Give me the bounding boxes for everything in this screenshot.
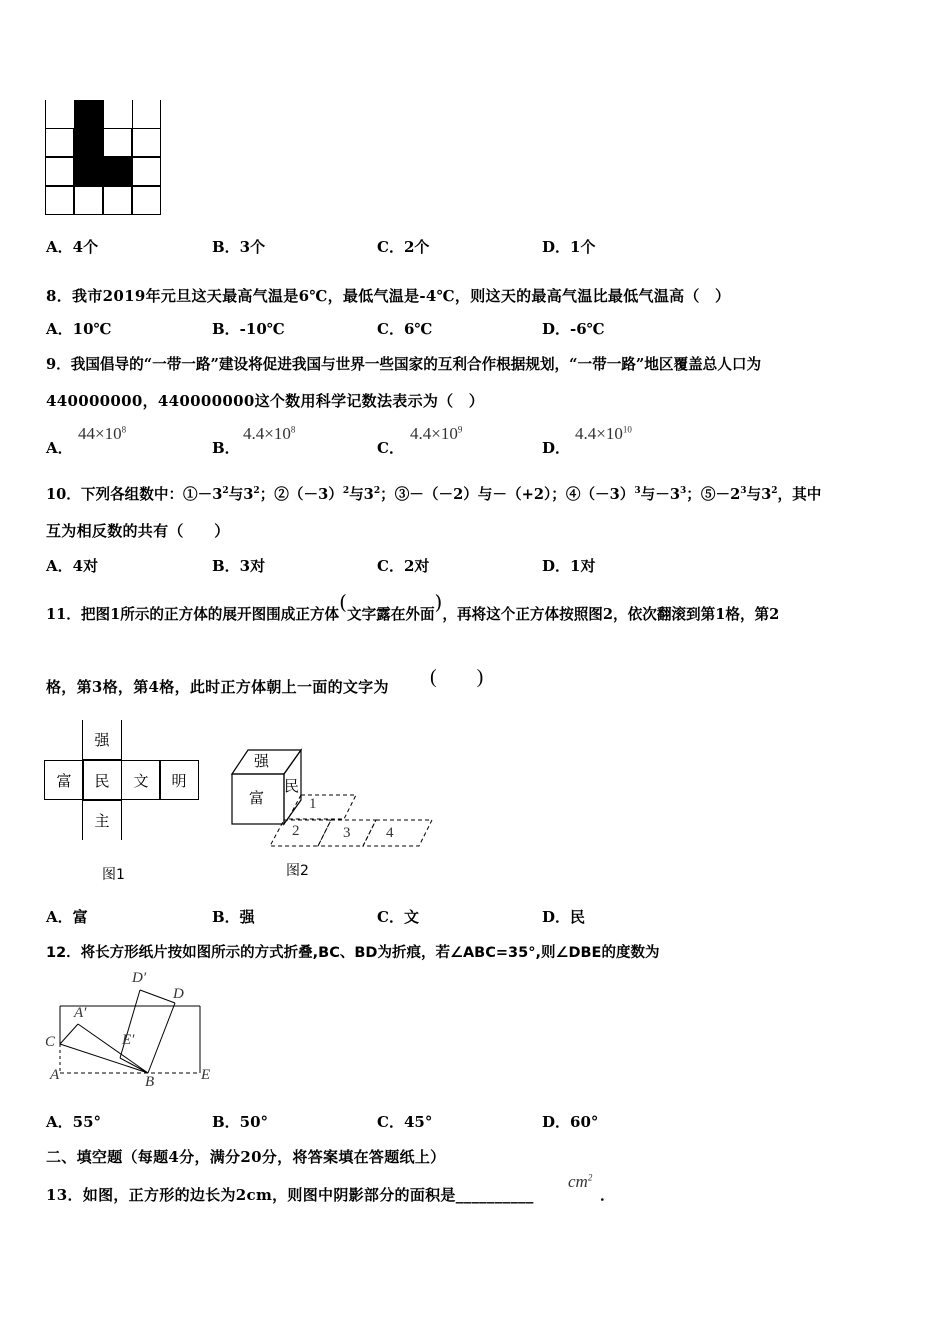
q9-option-b-value: $4.4\times 10^8$: [243, 424, 296, 443]
q10-option-a: A．4对: [46, 557, 99, 575]
q9-option-a-letter: A．: [46, 439, 73, 457]
q7-option-c: C．2个: [377, 238, 430, 256]
q10-stem-line1: 10．下列各组数中：$①-3^2$与$3^2$；$②(-3)^2$与$3^2$；③－（－2）与－（+2）；$④(-3)^3$与$-3^3$；$⑤-2^3$与$3^2$，其中: [46, 486, 822, 503]
q10-option-c: C．2对: [377, 557, 430, 575]
q11-option-a: A．富: [46, 908, 88, 926]
grid-number-1: 1: [309, 796, 317, 812]
q12-option-a: A．55°: [46, 1113, 102, 1131]
point-label-a-prime: A′: [74, 1005, 87, 1021]
q11-figure1-net: [44, 720, 204, 850]
q8-option-d: D．-6℃: [542, 320, 605, 338]
net-cell-right2: 明: [159, 760, 199, 800]
q12-option-b: B．50°: [212, 1113, 269, 1131]
q11-figure1-caption: 图1: [102, 867, 125, 883]
cube-label-front: 富: [249, 789, 265, 807]
grid-number-4: 4: [386, 825, 394, 841]
q9-option-d-letter: D．: [542, 439, 571, 457]
q13-unit: $cm^2$: [568, 1172, 593, 1191]
net-cell-left: 富: [44, 760, 84, 800]
q10-option-d: D．1对: [542, 557, 596, 575]
point-label-e: E: [201, 1067, 211, 1083]
grid-number-3: 3: [343, 825, 351, 841]
q10-stem-line2: 互为相反数的共有（ ）: [46, 522, 230, 540]
q9-option-b-letter: B．: [212, 439, 240, 457]
grid-number-2: 2: [292, 823, 300, 839]
q11-stem-line1: 11．把图1所示的正方体的展开图围成正方体(文字露在外面)，再将这个正方体按照图2，依次翻滚到第1格，第2: [46, 590, 780, 623]
point-label-d-prime: D′: [132, 970, 147, 986]
grid-cell-4: [363, 820, 432, 846]
point-label-e-prime: E′: [122, 1032, 135, 1048]
point-label-b: B: [145, 1074, 155, 1090]
q11-stem-line2: 格，第3格，第4格，此时正方体朝上一面的文字为: [46, 678, 389, 696]
q7-option-a: A．4个: [46, 238, 99, 256]
q12-option-d: D．60°: [542, 1113, 599, 1131]
q8-option-c: C．6℃: [377, 320, 433, 338]
point-label-a: A: [50, 1067, 60, 1083]
net-cell-top: 强: [82, 720, 122, 760]
q9-stem-line1: 9．我国倡导的“一带一路”建设将促进我国与世界一些国家的互利合作根据规划，“一带一路”地区覆盖总人口为: [46, 356, 762, 373]
net-cell-center: 民: [82, 760, 122, 800]
grid-cell-1: [288, 795, 356, 819]
net-cell-right1: 文: [121, 760, 161, 800]
q8-option-b: B．-10℃: [212, 320, 285, 338]
q11-option-c: C．文: [377, 908, 419, 926]
q8-option-a: A．10℃: [46, 320, 112, 338]
q9-option-d-value: $4.4\times 10^{10}$: [575, 424, 632, 443]
q11-option-d: D．民: [542, 908, 586, 926]
q8-stem: 8．我市2019年元旦这天最高气温是6℃，最低气温是-4℃，则这天的最高气温比最低气温高（ ）: [46, 287, 731, 305]
section2-title: 二、填空题（每题4分，满分20分，将答案填在答题纸上）: [46, 1148, 446, 1166]
q11-answer-paren: ( ): [430, 666, 484, 688]
q13-end: ．: [600, 1186, 616, 1204]
point-label-c: C: [45, 1034, 56, 1050]
q9-option-c-value: $4.4\times 10^9$: [410, 424, 463, 443]
q7-option-b: B．3个: [212, 238, 266, 256]
q7-option-d: D．1个: [542, 238, 596, 256]
q10-option-b: B．3对: [212, 557, 266, 575]
point-label-d: D: [173, 986, 184, 1002]
q9-option-a-value: $44\times 10^8$: [78, 424, 127, 443]
q7-grid-figure: [45, 100, 165, 218]
q12-option-c: C．45°: [377, 1113, 433, 1131]
q12-stem: 12．将长方形纸片按如图所示的方式折叠,BC、BD为折痕，若∠ABC=35°,则∠DBE的度数为: [46, 945, 660, 961]
net-cell-bottom: 主: [82, 800, 122, 840]
q11-figure2-caption: 图2: [286, 863, 309, 879]
q13-stem: 13．如图，正方形的边长为2cm，则图中阴影部分的面积是__________: [46, 1186, 534, 1204]
q11-option-b: B．强: [212, 908, 255, 926]
q9-option-c-letter: C．: [377, 439, 404, 457]
cube-label-side: 民: [284, 777, 300, 795]
cube-label-top: 强: [254, 752, 270, 770]
q9-stem-line2: 440000000，440000000这个数用科学记数法表示为（ ）: [46, 392, 485, 410]
